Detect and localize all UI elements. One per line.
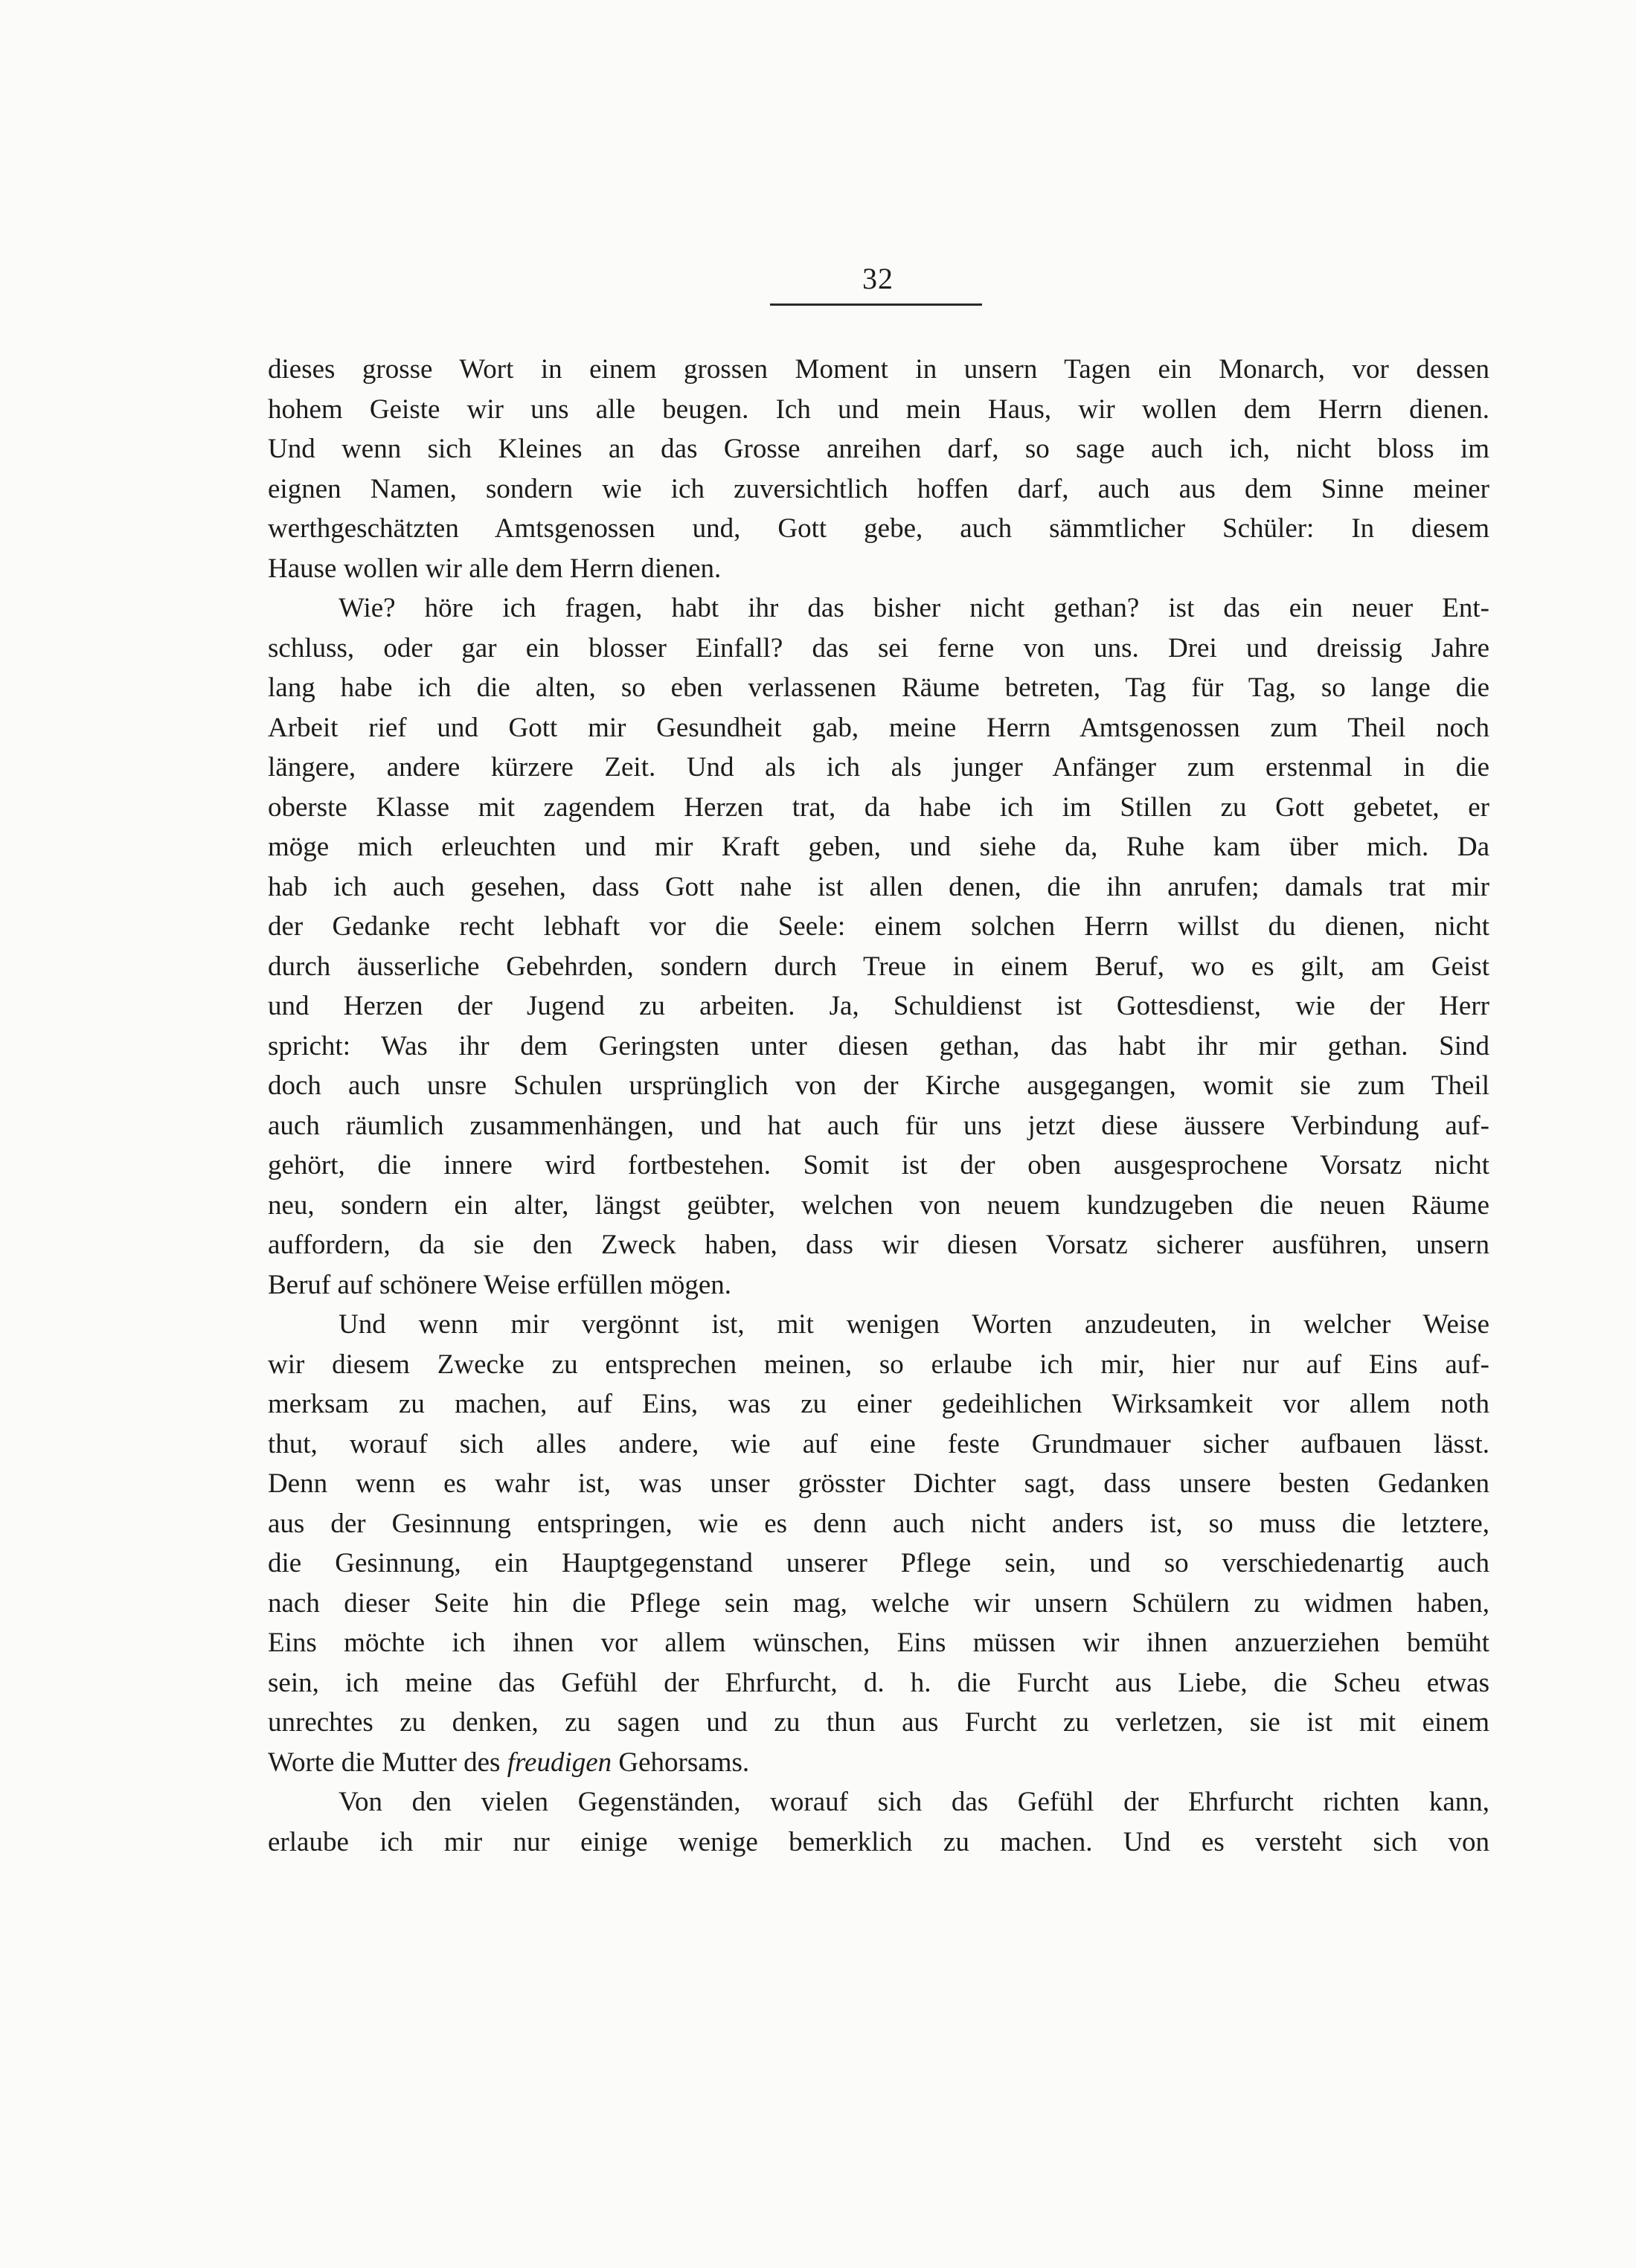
text-line: Hause wollen wir alle dem Herrn dienen.: [268, 553, 722, 584]
text-line: eignen Namen, sondern wie ich zuversichtlich hoffen darf, auch aus dem Sinne meiner: [268, 473, 1489, 504]
text-span: Gehorsams.: [612, 1747, 750, 1778]
text-line: schluss, oder gar ein blosser Einfall? das sei ferne von uns. Drei und dreissig Jahre: [268, 632, 1489, 664]
text-line: gehört, die innere wird fortbestehen. Somit ist der oben ausgesprochene Vorsatz nicht: [268, 1150, 1489, 1180]
text-line: wir diesem Zwecke zu entsprechen meinen, so erlaube ich mir, hier nur auf Eins auf-: [268, 1349, 1489, 1380]
text-line: Und wenn sich Kleines an das Grosse anreihen darf, so sage auch ich, nicht bloss im: [268, 434, 1489, 464]
text-line: Und wenn mir vergönnt ist, mit wenigen Worten anzudeuten, in welcher Weise: [339, 1309, 1489, 1340]
text-line: doch auch unsre Schulen ursprünglich von der Kirche ausgegangen, womit sie zum Theil: [268, 1070, 1489, 1101]
text-line: spricht: Was ihr dem Geringsten unter diesen gethan, das habt ihr mir gethan. Sind: [268, 1030, 1489, 1061]
italic-word: freudigen: [507, 1747, 612, 1778]
text-line-with-italic: [268, 1743, 1489, 1783]
text-line: auffordern, da sie den Zweck haben, dass wir diesen Vorsatz sicherer ausführen, unsern: [268, 1230, 1489, 1260]
text-line: die Gesinnung, ein Hauptgegenstand unserer Pflege sein, und so verschiedenartig auch: [268, 1548, 1489, 1578]
text-line: auch räumlich zusammenhängen, und hat auch für uns jetzt diese äussere Verbindung auf-: [268, 1110, 1489, 1141]
text-line: Arbeit rief und Gott mir Gesundheit gab, meine Herrn Amtsgenossen zum Theil noch: [268, 712, 1489, 743]
text-line: längere, andere kürzere Zeit. Und als ich als junger Anfänger zum erstenmal in die: [268, 752, 1489, 783]
text-line: Wie? höre ich fragen, habt ihr das bisher nicht gethan? ist das ein neuer Ent-: [339, 593, 1489, 623]
text-line: möge mich erleuchten und mir Kraft geben, und siehe da, Ruhe kam über mich. Da: [268, 832, 1489, 862]
text-line: Eins möchte ich ihnen vor allem wünschen, Eins müssen wir ihnen anzuerziehen bemüht: [268, 1628, 1489, 1658]
text-line: Denn wenn es wahr ist, was unser grösster Dichter sagt, dass unsere besten Gedanken: [268, 1468, 1489, 1499]
text-line: Von den vielen Gegenständen, worauf sich das Gefühl der Ehrfurcht richten kann,: [339, 1787, 1489, 1817]
text-line: und Herzen der Jugend zu arbeiten. Ja, Schuldienst ist Gottesdienst, wie der Herr: [268, 991, 1489, 1021]
page-number: 32: [862, 262, 894, 295]
text-line: merksam zu machen, auf Eins, was zu einer gedeihlichen Wirksamkeit vor allem noth: [268, 1389, 1489, 1419]
text-line: werthgeschätzten Amtsgenossen und, Gott gebe, auch sämmtlicher Schüler: In diesem: [268, 513, 1489, 544]
text-line: aus der Gesinnung entspringen, wie es denn auch nicht anders ist, so muss die letztere,: [268, 1508, 1489, 1539]
text-line: dieses grosse Wort in einem grossen Moment in unsern Tagen ein Monarch, vor dessen: [268, 354, 1489, 385]
body-text: [268, 350, 1489, 1862]
text-span: Worte die Mutter des: [268, 1747, 507, 1778]
text-line: der Gedanke recht lebhaft vor die Seele: einem solchen Herrn willst du dienen, nicht: [268, 911, 1489, 942]
text-line: lang habe ich die alten, so eben verlassenen Räume betreten, Tag für Tag, so lange die: [268, 672, 1489, 703]
text-line: neu, sondern ein alter, längst geübter, welchen von neuem kundzugeben die neuen Räume: [268, 1189, 1489, 1221]
text-line: hohem Geiste wir uns alle beugen. Ich und mein Haus, wir wollen dem Herrn dienen.: [268, 393, 1489, 425]
text-line: thut, worauf sich alles andere, wie auf eine feste Grundmauer sicher aufbauen lässt.: [268, 1428, 1489, 1459]
text-line: hab ich auch gesehen, dass Gott nahe ist allen denen, die ihn anrufen; damals trat mir: [268, 871, 1489, 902]
text-line: erlaube ich mir nur einige wenige bemerklich zu machen. Und es versteht sich von: [268, 1826, 1489, 1857]
text-line: Beruf auf schönere Weise erfüllen mögen.: [268, 1269, 732, 1300]
text-line: nach dieser Seite hin die Pflege sein mag, welche wir unsern Schülern zu widmen haben,: [268, 1587, 1489, 1619]
text-line: durch äusserliche Gebehrden, sondern durch Treue in einem Beruf, wo es gilt, am Geist: [268, 951, 1489, 982]
text-line: unrechtes zu denken, zu sagen und zu thun aus Furcht zu verletzen, sie ist mit einem: [268, 1707, 1489, 1738]
header-rule: [770, 303, 982, 306]
text-line: oberste Klasse mit zagendem Herzen trat, da habe ich im Stillen zu Gott gebetet, er: [268, 791, 1489, 823]
text-line: sein, ich meine das Gefühl der Ehrfurcht, d. h. die Furcht aus Liebe, die Scheu etwas: [268, 1667, 1489, 1698]
